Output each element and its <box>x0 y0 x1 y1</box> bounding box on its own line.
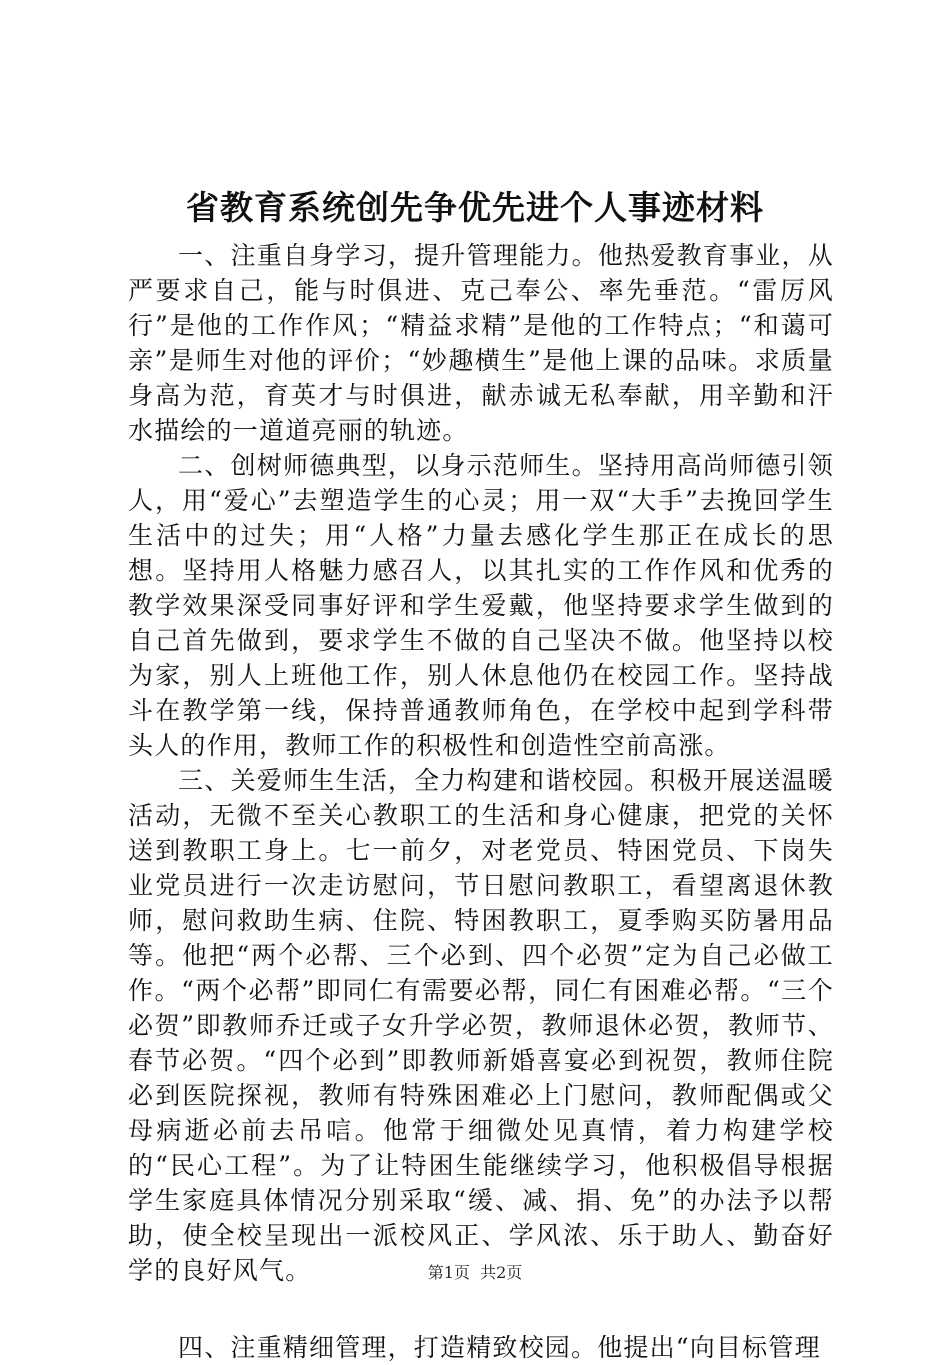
footer-spacer <box>470 1263 480 1282</box>
document-body <box>128 238 834 1365</box>
paragraph-1: 一、注重自身学习，提升管理能力。他热爱教育事业，从严要求自己，能与时俱进、克己奉公、率先垂范。“雷厉风行”是他的工作作风；“精益求精”是他的工作特点；“和蔼可亲”是师生对他的评价；“妙趣横生”是他上课的品味。求质量身高为范，育英才与时俱进，献赤诚无私奉献，用辛勤和汗水描绘的一道道亮丽的轨迹。 <box>128 241 834 445</box>
page-number-total: 共2页 <box>480 1263 523 1282</box>
paragraph-4: 四、注重精细管理，打造精致校园。他提出“向目标管理 <box>178 1333 821 1362</box>
page-footer <box>0 1262 950 1284</box>
page-number-current: 第1页 <box>427 1263 470 1282</box>
document-title: 省教育系统创先争优先进个人事迹材料 <box>186 188 764 227</box>
paragraph-3: 三、关爱师生生活，全力构建和谐校园。积极开展送温暖活动，无微不至关心教职工的生活和身心健康，把党的关怀送到教职工身上。七一前夕，对老党员、特困党员、下岗失业党员进行一次走访慰问，节日慰问教职工，看望离退休教师，慰问救助生病、住院、特困教职工，夏季购买防暑用品等。他把“两个必帮、三个必到、四个必贺”定为自己必做工作。“两个必帮”即同仁有需要必帮，同仁有困难必帮。“三个必贺”即教师乔迁或子女升学必贺，教师退休必贺，教师节、春节必贺。“四个必到”即教师新婚喜宴必到祝贺，教师住院必到医院探视，教师有特殊困难必上门慰问，教师配偶或父母病逝必前去吊唁。他常于细微处见真情，着力构建学校的“民心工程”。为了让特困生能继续学习，他积极倡导根据学生家庭具体情况分别采取“缓、减、捐、免”的办法予以帮助，使全校呈现出一派校风正、学风浓、乐于助人、勤奋好学的良好风气。 <box>128 766 834 1285</box>
paragraph-2: 二、创树师德典型，以身示范师生。坚持用高尚师德引领人，用“爱心”去塑造学生的心灵；用一双“大手”去挽回学生生活中的过失；用“人格”力量去感化学生那正在成长的思想。坚持用人格魅力感召人，以其扎实的工作作风和优秀的教学效果深受同事好评和学生爱戴，他坚持要求学生做到的自己首先做到，要求学生不做的自己坚决不做。他坚持以校为家，别人上班他工作，别人休息他仍在校园工作。坚持战斗在教学第一线，保持普通教师角色，在学校中起到学科带头人的作用，教师工作的积极性和创造性空前高涨。 <box>128 451 834 760</box>
